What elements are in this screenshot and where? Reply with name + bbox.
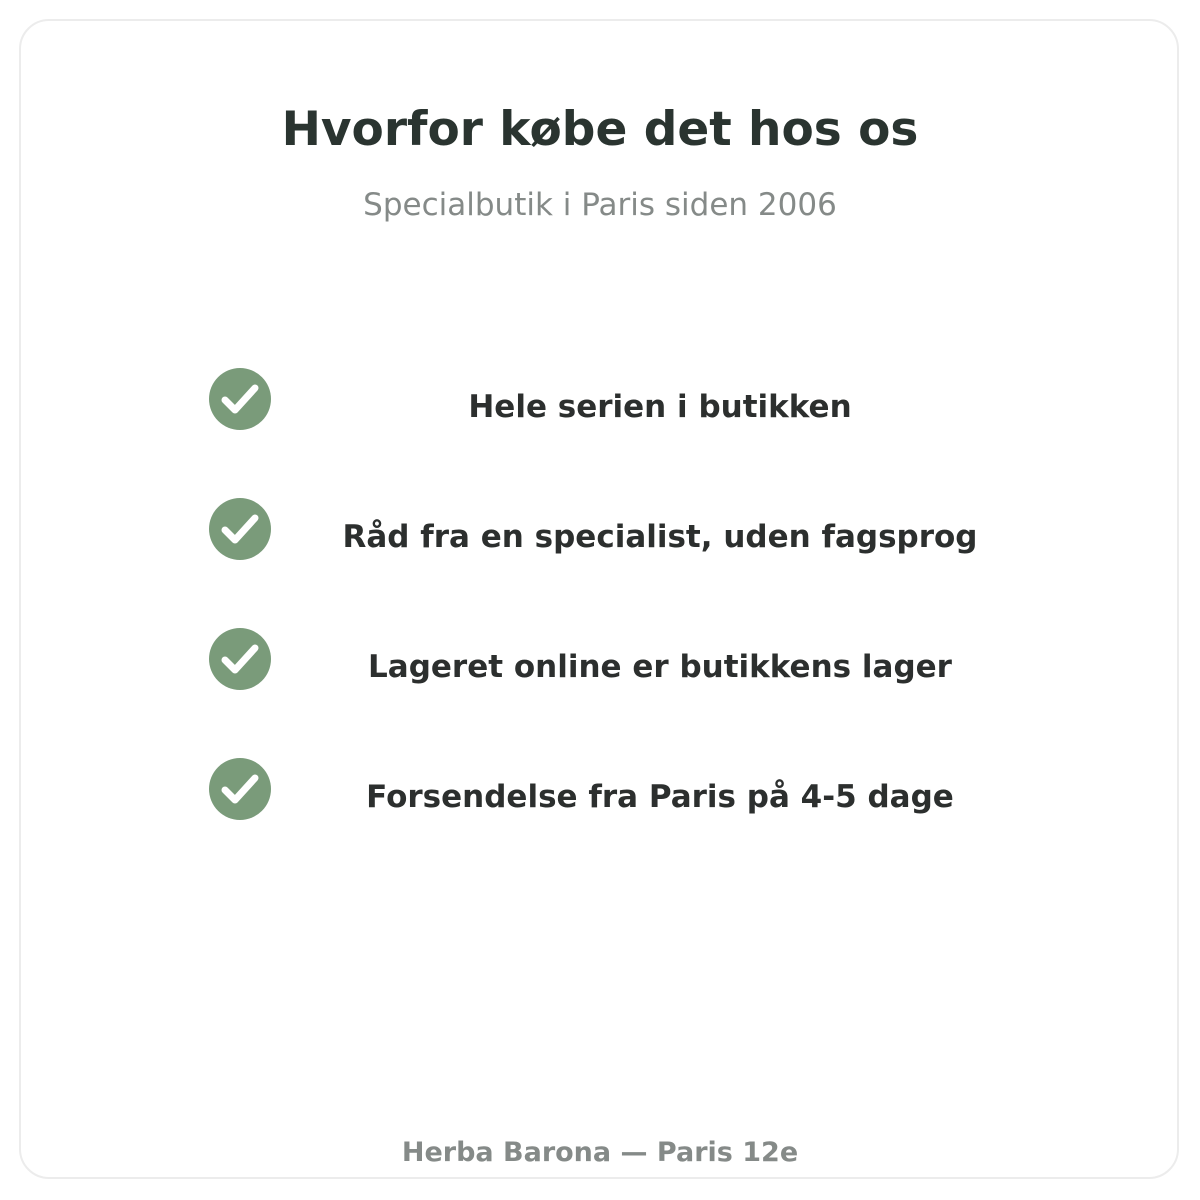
feature-item — [0, 498, 1200, 562]
feature-item — [0, 758, 1200, 822]
feature-item — [0, 628, 1200, 692]
feature-label: Lageret online er butikkens lager — [368, 649, 952, 685]
feature-label: Forsendelse fra Paris på 4-5 dage — [366, 779, 954, 815]
check-circle-icon — [209, 758, 271, 820]
page-title: Hvorfor købe det hos os — [281, 102, 919, 157]
feature-label: Råd fra en specialist, uden fagsprog — [342, 519, 978, 555]
page-subtitle: Specialbutik i Paris siden 2006 — [363, 187, 837, 223]
feature-label: Hele serien i butikken — [468, 389, 852, 425]
check-circle-icon — [209, 368, 271, 430]
footer-text: Herba Barona — Paris 12e — [401, 1137, 799, 1168]
feature-item — [0, 368, 1200, 432]
check-circle-icon — [209, 498, 271, 560]
check-circle-icon — [209, 628, 271, 690]
